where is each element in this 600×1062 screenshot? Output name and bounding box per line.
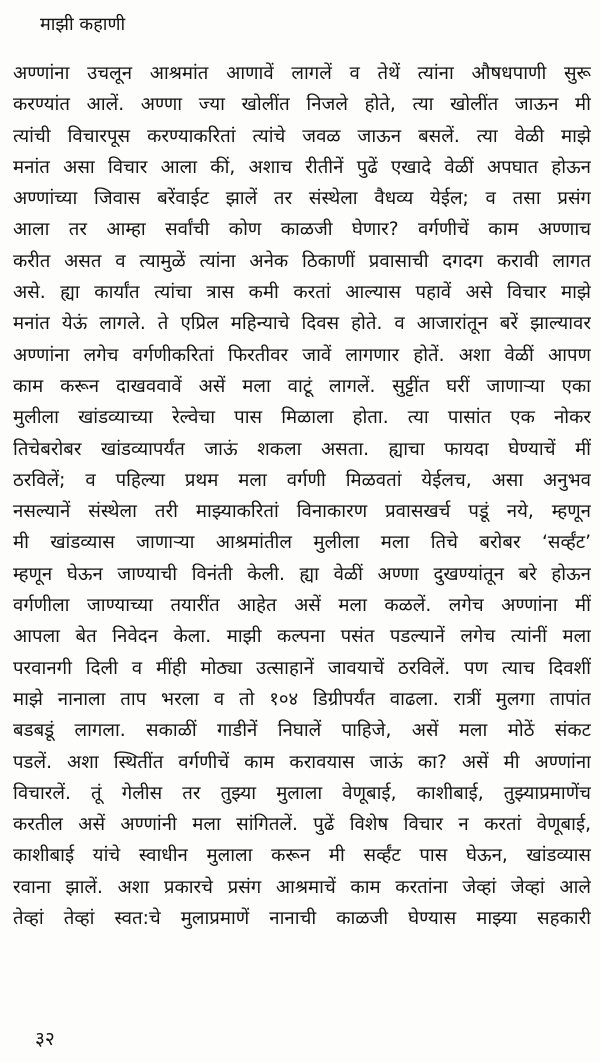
- text-line: मनांत असा विचार आला कीं, अशाच रीतीनें पुढें एखादे वेळीं अपघात होऊन: [13, 156, 591, 178]
- text-line: नसल्यानें संस्थेला तरी माझ्याकरितां विनाकारण प्रवासखर्च पडूं नये, म्हणून: [13, 501, 591, 523]
- text-line: काम करून दाखववावें असें मला वाटूं लागलें. सुट्टींत घरीं जाणाऱ्या एका: [13, 375, 591, 397]
- text-line: आपला बेत निवेदन केला. माझी कल्पना पसंत पडल्यानें लगेच त्यांनीं मला: [13, 626, 591, 648]
- text-line: अण्णांच्या जिवास बरेंवाईट झालें तर संस्थेला वैधव्य येईल; व तसा प्रसंग: [13, 188, 591, 210]
- text-line: तेव्हां तेव्हां स्वत:चे मुलाप्रमाणें नानाची काळजी घेण्यास माझ्या सहकारी: [13, 908, 591, 930]
- text-line: असे. ह्या कार्यांत त्यांचा त्रास कमी करतां आल्यास पहावें असे विचार माझे: [13, 282, 591, 304]
- text-line: ठरविलें; व पहिल्या प्रथम मला वर्गणी मिळवतां येईलच, असा अनुभव: [13, 469, 591, 491]
- text-line: त्यांची विचारपूस करण्याकरितां त्यांचे जवळ जाऊन बसलें. त्या वेळी माझे: [13, 125, 591, 147]
- text-line: विचारलें. तूं गेलीस तर तुझ्या मुलाला वेणूबाई, काशीबाई, तुझ्याप्रमाणेंच: [13, 782, 591, 804]
- text-line: बडबडूं लागला. सकाळीं गाडीनें निघालें पाहिजे, असें मला मोठें संकट: [13, 720, 591, 742]
- page-number: ३२: [35, 1028, 55, 1050]
- text-line: करण्यांत आलें. अण्णा ज्या खोलींत निजले होते, त्या खोलींत जाऊन मी: [13, 94, 591, 116]
- text-line: पडलें. अशा स्थितींत वर्गणीचें काम करावयास जाऊं का? असें मी अण्णांना: [13, 751, 591, 773]
- text-line: मुलीला खांडव्याच्या रेल्वेचा पास मिळाला होता. त्या पासांत एक नोकर: [13, 407, 591, 429]
- text-line: अण्णांना उचलून आश्रमांत आणावें लागलें व तेथें त्यांना औषधपाणी सुरू: [13, 63, 591, 84]
- text-line: माझे नानाला ताप भरला व तो १०४ डिग्रीपर्यंत वाढला. रात्रीं मुलगा तापांत: [13, 688, 591, 710]
- text-line: म्हणून घेऊन जाण्याची विनंती केली. ह्या वेळीं अण्णा दुखण्यांतून बरे होऊन: [13, 563, 591, 585]
- text-line: वर्गणीला जाण्याच्या तयारींत आहेत असें मला कळलें. लगेच अण्णांना मीं: [13, 595, 591, 617]
- text-line: करीत असत व त्यामुळें त्यांना अनेक ठिकाणीं प्रवासाची दगदग करावी लागत: [13, 250, 591, 272]
- running-header: माझी कहाणी: [40, 14, 126, 35]
- text-line: आला तर आम्हा सर्वांची कोण काळजी घेणार? वर्गणीचें काम अण्णाच: [13, 219, 591, 241]
- text-line: मनांत येऊं लागले. ते एप्रिल महिन्याचे दिवस होते. व आजारांतून बरें झाल्यावर: [13, 313, 591, 335]
- text-line: करतील असें अण्णांनी मला सांगितलें. पुढें विशेष विचार न करतां वेणूबाई,: [13, 814, 591, 836]
- text-line: अण्णांना लगेच वर्गणीकरितां फिरतीवर जावें लागणार होतें. अशा वेळीं आपण: [13, 344, 591, 366]
- text-line: काशीबाई यांचे स्वाधीन मुलाला करून मी सर्व्हंट पास घेऊन, खांडव्यास: [13, 845, 591, 867]
- body-text: [13, 58, 591, 934]
- text-line: रवाना झालें. अशा प्रकारचे प्रसंग आश्रमाचें काम करतांना जेव्हां जेव्हां आले: [13, 876, 591, 898]
- text-line: परवानगी दिली व मींही मोठ्या उत्साहानें जावयाचें ठरविलें. पण त्याच दिवशीं: [13, 657, 591, 679]
- text-line: तिचेबरोबर खांडव्यापर्यंत जाऊं शकला असता. ह्याचा फायदा घेण्याचें मीं: [13, 438, 591, 460]
- text-line: मी खांडव्यास जाणाऱ्या आश्रमांतील मुलीला मला तिचे बरोबर ‘सर्व्हंट’: [13, 532, 591, 554]
